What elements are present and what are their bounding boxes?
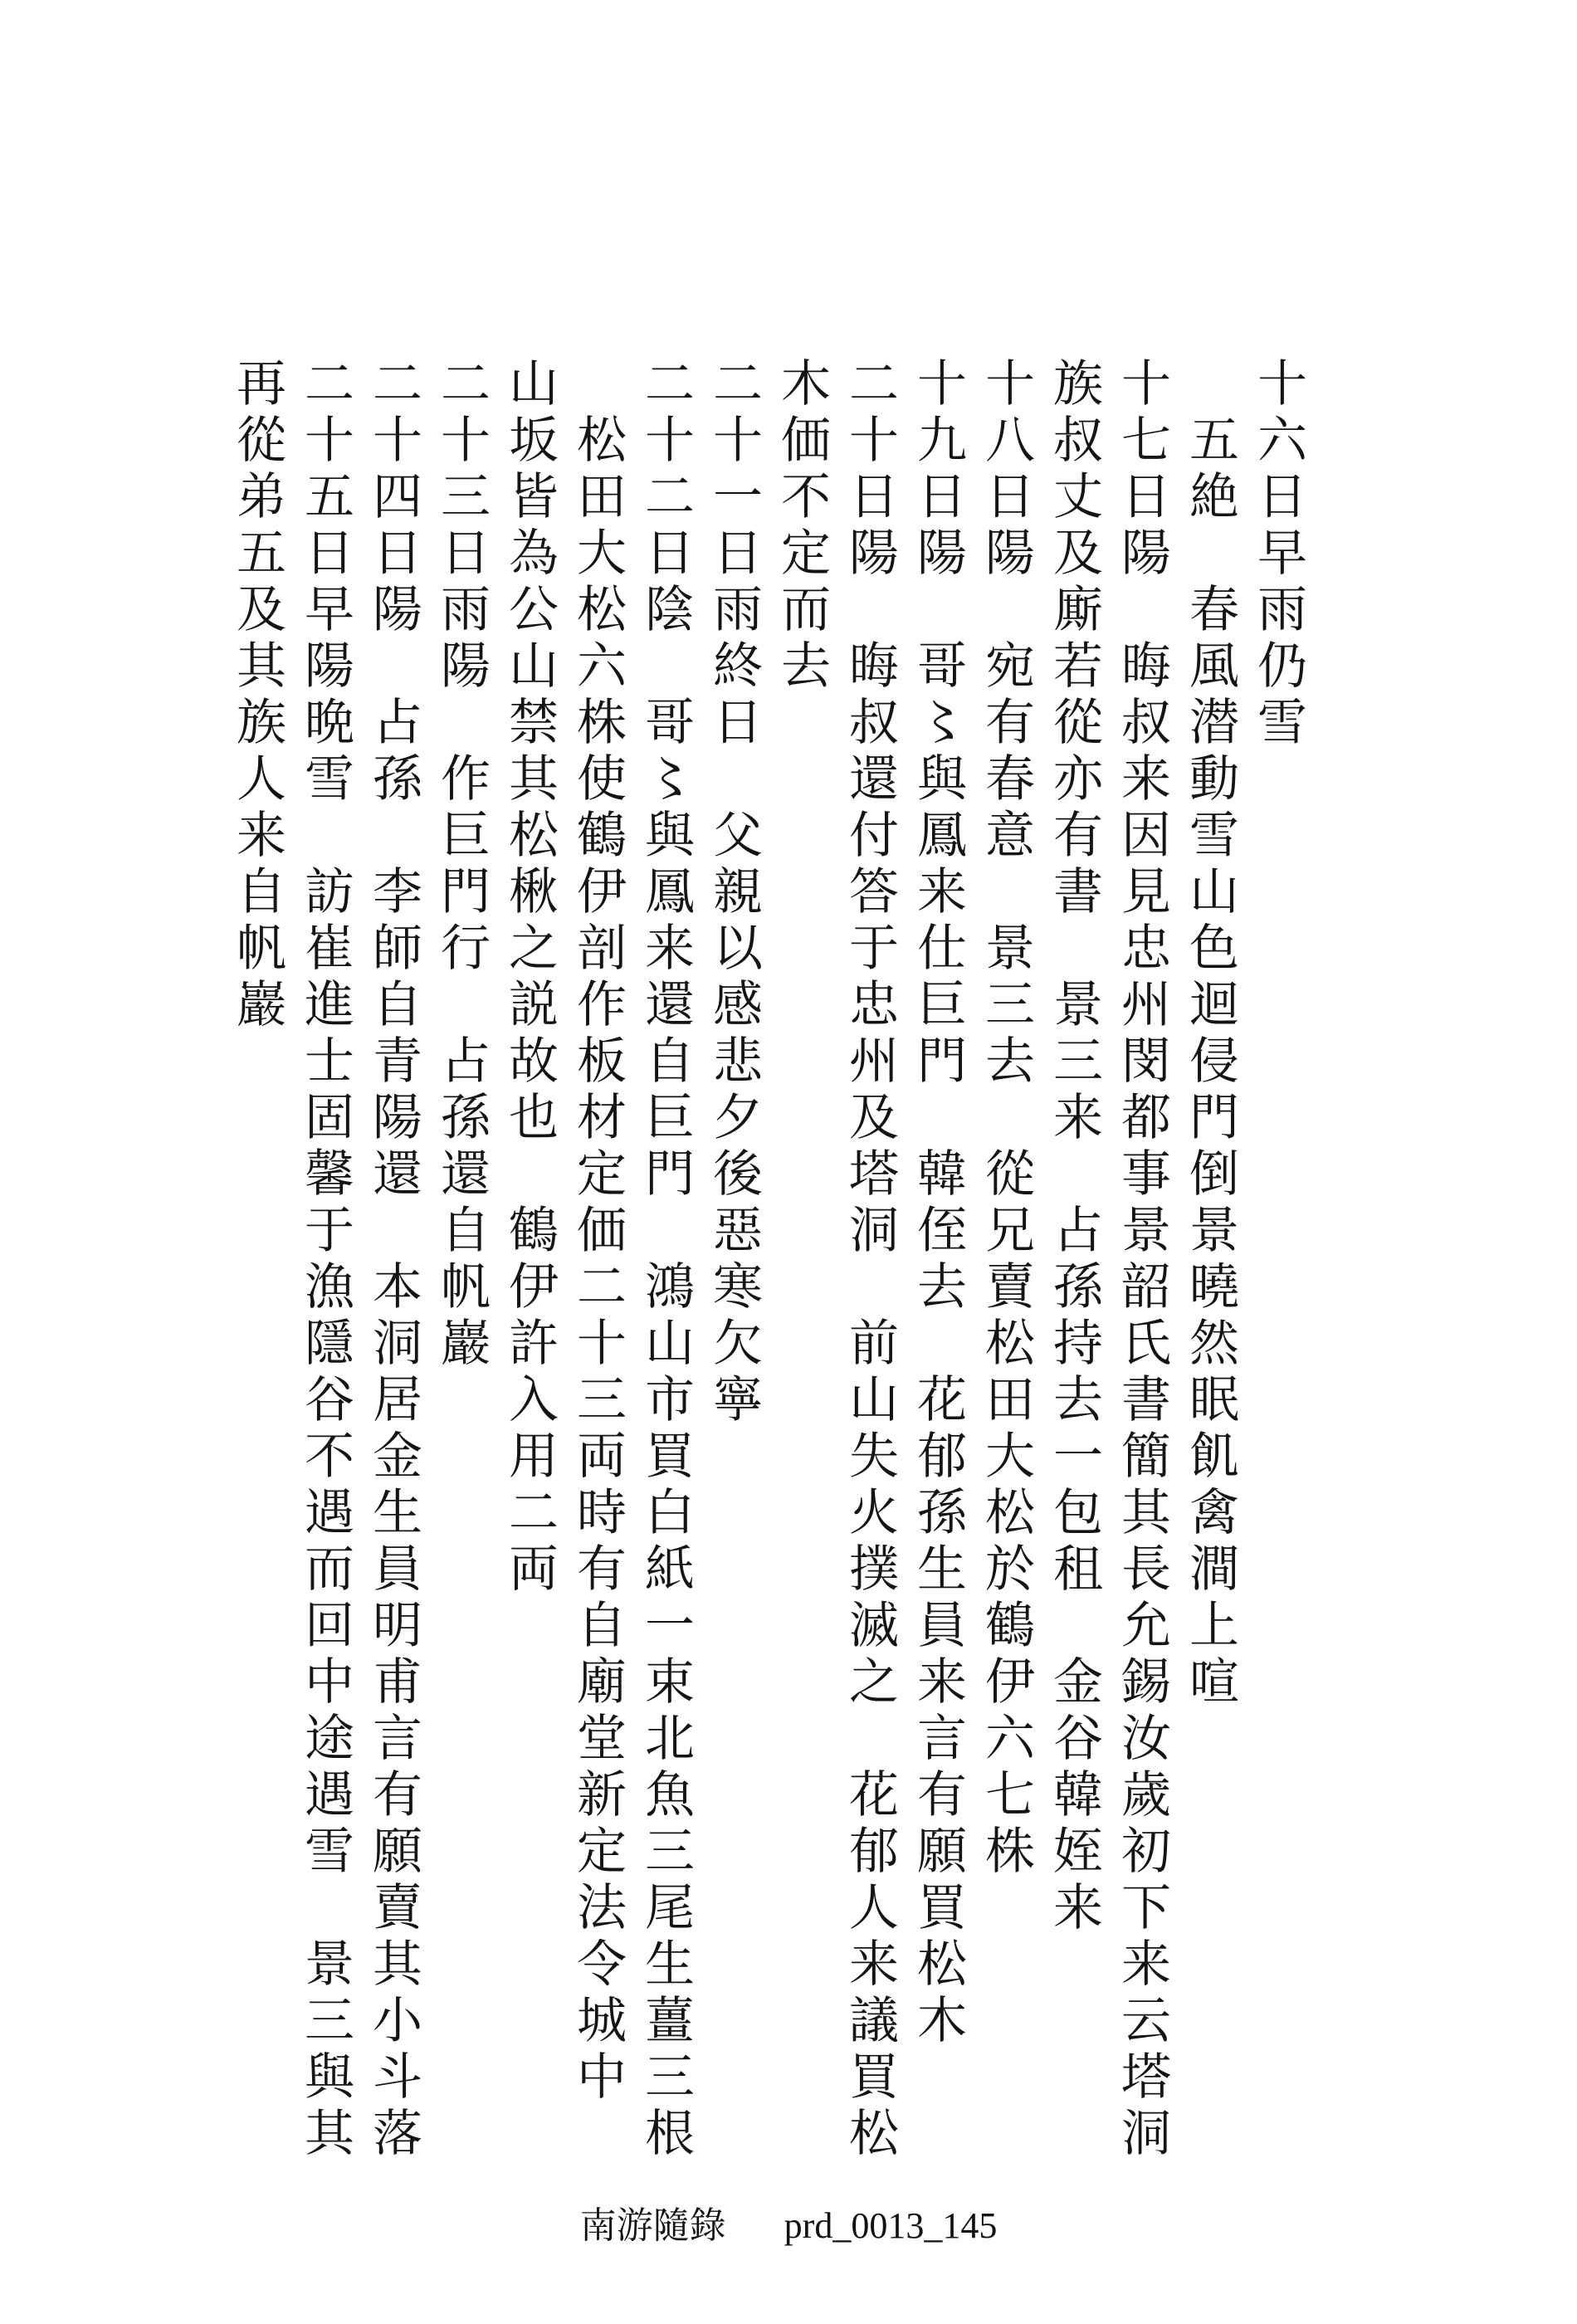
page-footer — [0, 2195, 1577, 2248]
text-column: 族叔丈及廝若從亦有書 景三来 占孫持去一包租 金谷韓姪来 — [1045, 357, 1103, 1937]
text-column: 二十五日早陽晩雪 訪崔進士固馨于漁隱谷不遇而回中途遇雪 景三與其 — [296, 357, 354, 2163]
page-code: prd_0013_145 — [784, 2205, 998, 2246]
text-column: 二十二日陰 哥〻與鳳来還自巨門 鴻山市買白紙一束北魚三尾生薑三根 — [637, 357, 695, 2163]
book-title: 南游隨錄 — [579, 2205, 726, 2246]
text-column: 再從弟五及其族人来自帆巖 — [228, 357, 286, 1034]
text-column: 十七日陽 晦叔来因見忠州閔都事景韶氏書簡其長允錫汝歲初下来云塔洞 — [1113, 357, 1171, 2163]
text-column: 二十四日陽 占孫 李師自青陽還 本洞居金生員明甫言有願賣其小斗落 — [364, 357, 422, 2163]
text-column: 二十日陽 晦叔還付答于忠州及塔洞 前山失火撲滅之 花郁人来議買松 — [841, 357, 899, 2163]
text-column: 木価不定而去 — [773, 357, 831, 696]
text-column: 十八日陽 宛有春意 景三去 從兄賣松田大松於鶴伊六七株 — [977, 357, 1035, 1881]
text-column: 二十三日雨陽 作巨門行 占孫還自帆巖 — [432, 357, 491, 1373]
vertical-text-block — [224, 357, 1311, 2163]
text-column: 松田大松六株使鶴伊剖作板材定価二十三両時有自廟堂新定法令城中 — [569, 357, 627, 2107]
text-column: 二十一日雨終日 父親以感悲夕後惡寒欠寧 — [705, 357, 763, 1429]
text-column: 山坂皆為公山禁其松楸之説故也 鶴伊許入用二両 — [500, 357, 559, 1599]
text-column: 十六日早雨仍雪 — [1249, 357, 1307, 752]
text-column: 五絶 春風潜動雪山色迴侵門倒景曉然眠飢禽澗上喧 — [1181, 357, 1239, 1711]
text-column: 十九日陽 哥〻與鳳来仕巨門 韓侄去 花郁孫生員来言有願買松木 — [909, 357, 967, 2050]
